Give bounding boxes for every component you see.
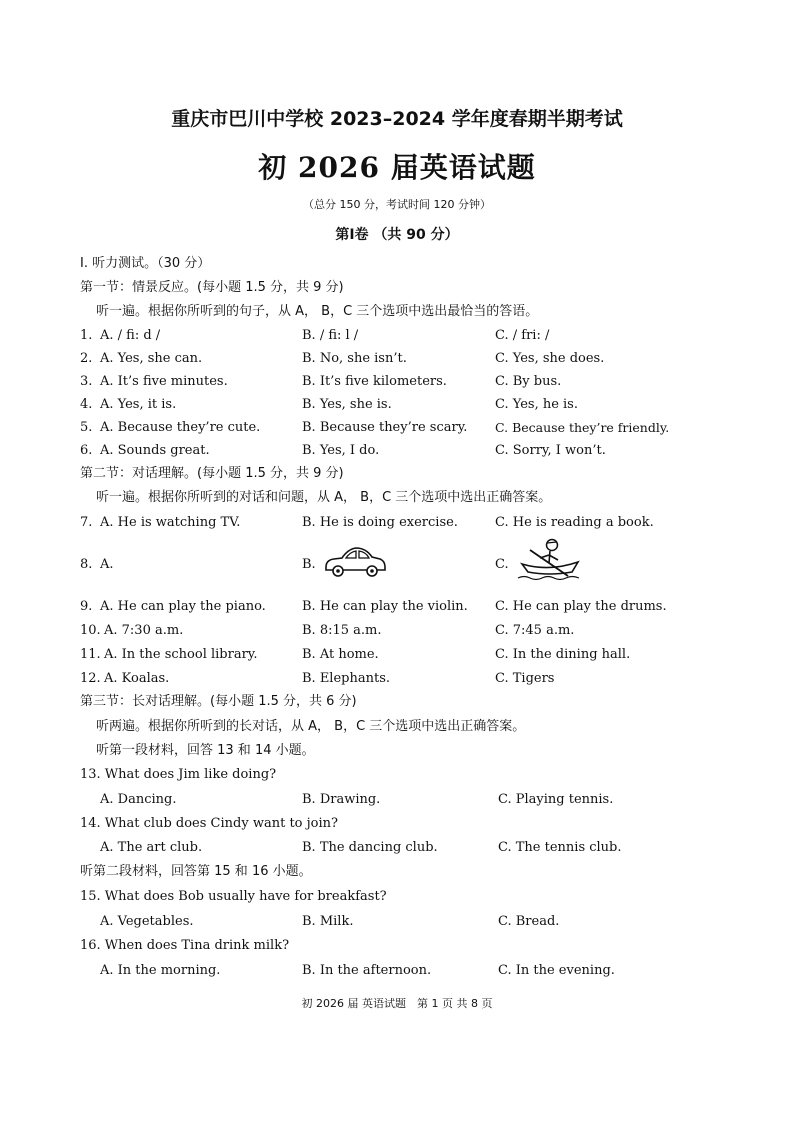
question-16: 16. When does Tina drink milk? — [80, 938, 290, 953]
option-c: C. 7:45 a.m. — [495, 623, 575, 638]
school-title: 重庆市巴川中学校 2023–2024 学年度春期半期考试 — [171, 108, 623, 130]
option-b: B. 8:15 a.m. — [302, 623, 382, 638]
section2-heading: 第二节：对话理解。(每小题 1.5 分，共 9 分) — [80, 466, 344, 481]
option-c: C. He is reading a book. — [495, 515, 654, 530]
option-c: C. / fri: / — [495, 328, 550, 343]
question-15: 15. What does Bob usually have for breakfast? — [80, 889, 387, 904]
option-c: C. — [495, 557, 509, 572]
option-c: C. Sorry, I won’t. — [495, 443, 606, 458]
option-a: A. It’s five minutes. — [100, 374, 228, 389]
part1-heading: I. 听力测试。（30 分） — [80, 256, 211, 271]
option-a: A. / fi: d / — [100, 328, 161, 343]
option-b: B. Yes, I do. — [302, 443, 380, 458]
option-b: B. Milk. — [302, 914, 354, 929]
option-a: A. Dancing. — [100, 792, 177, 807]
option-c: C. Bread. — [498, 914, 560, 929]
option-c: C. Because they’re friendly. — [495, 420, 670, 435]
section2-instruction: 听一遍。根据你所听到的对话和问题，从 A， B，C 三个选项中选出正确答案。 — [96, 490, 552, 505]
option-c: C. By bus. — [495, 374, 562, 389]
option-a: A. Koalas. — [104, 671, 170, 686]
option-c: C. The tennis club. — [498, 840, 622, 855]
material2-instruction: 听第二段材料，回答第 15 和 16 小题。 — [80, 864, 312, 879]
section3-heading: 第三节：长对话理解。(每小题 1.5 分，共 6 分) — [80, 694, 357, 709]
option-c: C. He can play the drums. — [495, 599, 667, 614]
question-14: 14. What club does Cindy want to join? — [80, 816, 338, 831]
option-a: A. Because they’re cute. — [100, 420, 261, 435]
option-b: B. In the afternoon. — [302, 963, 432, 978]
option-a: A. The art club. — [100, 840, 203, 855]
option-c: C. Yes, she does. — [495, 351, 605, 366]
option-b: B. He can play the violin. — [302, 599, 468, 614]
option-a: A. Vegetables. — [100, 914, 194, 929]
section1-heading: 第一节：情景反应。(每小题 1.5 分，共 9 分) — [80, 280, 344, 295]
boat-picture — [516, 536, 582, 584]
option-b: B. Drawing. — [302, 792, 381, 807]
option-a: A. — [100, 557, 114, 572]
car-picture — [322, 543, 388, 579]
option-b: B. He is doing exercise. — [302, 515, 458, 530]
option-b: B. — [302, 557, 316, 572]
exam-page: 重庆市巴川中学校 2023–2024 学年度春期半期考试 初 2026 届英语试题 （总分 150 分，考试时间 120 分钟） 第Ⅰ卷 （共 90 分） I. 听力测试。（30 分） 第一节：情景反应。(每小题 1.5 分，共 9 分) 听一遍。根据你所听到的句子，从 A， B，C 三个选项中选出最恰当的答语。 1. A. / fi: d / B. / fi: l / C. / fri: / 2. A. Yes, she can. B. No, she isn’t. C. Yes, she does. 3. A. It’s five minutes. B. It’s five kilometers. C. By bus. 4. A. Yes, it is. B. Yes, she is. C. Yes, he is. 5. A. Because they’re cute. B. Because they’re scary. C. Because they’re friendly. 6. A. Sounds great. B. Yes, I do. C. Sorry, I won’t. 第二节：对话理解。(每小题 1.5 分，共 9 分) 听一遍。根据你所听到的对话和问题，从 A， B，C 三个选项中选出正确答案。 7. A. He is watching TV. B. He is doing exercise. C. He is reading a book. 8. A. B. C. 9. A. He can play the piano. B. He can play the violin. C. He can play the drums. 10. A. 7:30 a.m. B. 8:15 a.m. C. 7:45 a.m. 11. A. In the school library. B. At home. C. In the dining hall. 12. A. Koalas. B. Elephants. C. Tigers 第三节：长对话理解。(每小题 1.5 分，共 6 分) 听两遍。根据你所听到的长对话，从 A， B，C 三个选项中选出正确答案。 听第一段材料，回答 13 和 14 小题。 13. What does Jim like doing? A. Dancing. B. Drawing. C. Playing tennis. 14. What club does Cindy want to join? A. The art club. B. The dancing club. C. The tennis club. 听第二段材料，回答第 15 和 16 小题。 15. What does Bob usually have for breakfast? A. Vegetables. B. Milk. C. Bread. 16. When does Tina drink milk? A. In the morning. B. In the afternoon. C. In the evening. 初 2026 届 英语试题 第 1 页 共 8 页 — [0, 0, 794, 1124]
option-b: B. The dancing club. — [302, 840, 438, 855]
volume-heading: 第Ⅰ卷 （共 90 分） — [335, 227, 459, 243]
option-c: C. Playing tennis. — [498, 792, 614, 807]
option-c: C. Yes, he is. — [495, 397, 578, 412]
option-a: A. Yes, she can. — [100, 351, 203, 366]
option-c: C. In the dining hall. — [495, 647, 631, 662]
option-b: B. Yes, she is. — [302, 397, 392, 412]
option-b: B. It’s five kilometers. — [302, 374, 447, 389]
question-13: 13. What does Jim like doing? — [80, 767, 277, 782]
section1-instruction: 听一遍。根据你所听到的句子，从 A， B，C 三个选项中选出最恰当的答语。 — [96, 304, 539, 319]
section3-instruction: 听两遍。根据你所听到的长对话，从 A， B，C 三个选项中选出正确答案。 — [96, 719, 526, 734]
option-a: A. Yes, it is. — [100, 397, 177, 412]
option-a: A. Sounds great. — [100, 443, 210, 458]
page-footer: 初 2026 届 英语试题 第 1 页 共 8 页 — [301, 997, 493, 1010]
option-a: A. 7:30 a.m. — [104, 623, 184, 638]
option-a: A. In the morning. — [100, 963, 221, 978]
exam-note: （总分 150 分，考试时间 120 分钟） — [303, 198, 491, 211]
option-b: B. Elephants. — [302, 671, 391, 686]
exam-title: 初 2026 届英语试题 — [258, 151, 536, 184]
option-b: B. At home. — [302, 647, 379, 662]
option-a: A. He is watching TV. — [100, 515, 241, 530]
option-b: B. Because they’re scary. — [302, 420, 468, 435]
material1-instruction: 听第一段材料，回答 13 和 14 小题。 — [96, 743, 315, 758]
option-b: B. / fi: l / — [302, 328, 359, 343]
option-a: A. He can play the piano. — [100, 599, 266, 614]
option-b: B. No, she isn’t. — [302, 351, 407, 366]
option-c: C. In the evening. — [498, 963, 615, 978]
option-c: C. Tigers — [495, 671, 555, 686]
option-a: A. In the school library. — [104, 647, 258, 662]
